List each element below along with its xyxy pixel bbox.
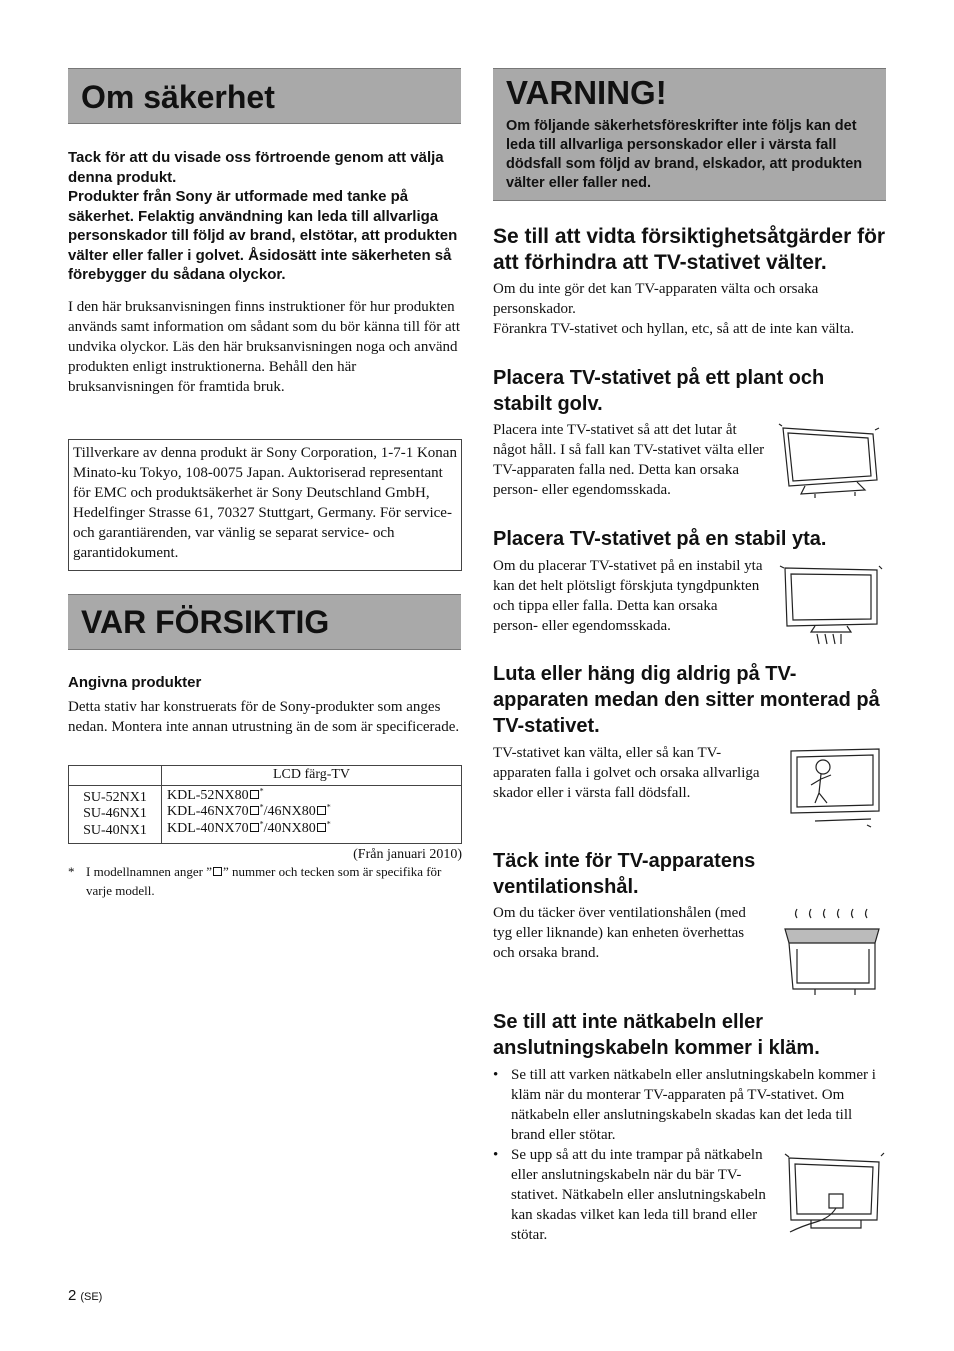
tv-model: KDL-40NX70 */40NX80 * [167, 818, 331, 836]
angivna-produkter-heading: Angivna produkter [68, 674, 202, 691]
pinched-cable-tv-icon [781, 1150, 886, 1235]
section-heading: Se till att inte nätkabeln eller anslutningskabeln kommer i kläm. [493, 1011, 820, 1059]
varning-box [493, 68, 886, 201]
tv-models-cell [162, 785, 462, 844]
varning-text: Om följande säkerhetsföreskrifter inte följs kan det leda till allvarliga personskador eller i värsta fall dödsfall som följd av brand, elskador, att produkten välter eller faller ned. [506, 118, 863, 191]
footnote [68, 862, 463, 900]
stand-model: SU-40NX1 [83, 822, 147, 838]
section-body: Om du placerar TV-stativet på en instabil yta kan det helt plötsligt förskjuta tyngdpunkten och tippa eller falla. Detta kan orsaka person- eller egendomsskada. [493, 558, 763, 634]
section-heading: Placera TV-stativet på ett plant och stabilt golv. [493, 367, 825, 415]
list-item: • Se till att varken nätkabeln eller anslutningskabeln kommer i kläm när du monterar TV-apparaten på TV-stativet. Om nätkabeln eller anslutningskabeln skadas kan det leda till brand eller stötar. [493, 1067, 876, 1143]
product-table-row [69, 785, 462, 844]
footnote-text: I modellnamnen anger ” ” nummer och tecken som är specifika för varje modell. [86, 864, 442, 898]
var-forsiktig-body: Detta stativ har konstruerats för de Sony-produkter som anges nedan. Montera inte annan utrustning än de som är specificerade. [68, 699, 460, 735]
section-heading: Täck inte för TV-apparatens ventilationshål. [493, 850, 756, 898]
product-table-empty-cell [69, 766, 162, 786]
section-heading: Luta eller häng dig aldrig på TV-apparaten medan den sitter monterad på TV-stativet. [493, 663, 880, 737]
manufacturer-text: Tillverkare av denna produkt är Sony Corporation, 1-7-1 Konan Minato-ku Tokyo, 108-0075 Japan. Auktoriserad representant för EMC och produktsäkerhet är Sony Deutschland GmbH, Hedelfinger Strasse 61, 70327 Stuttgart, Germany. För service- och garantiärenden, var vänlig se separat service- och garantidokument. [73, 445, 457, 561]
unstable-surface-tv-icon [775, 562, 885, 647]
placeholder-square-icon [213, 867, 222, 876]
placeholder-square-icon [250, 806, 259, 815]
section-body: Placera inte TV-stativet så att det lutar åt något håll. I så fall kan TV-stativet välta eller TV-apparaten falla ned. Detta kan orsaka person- eller egendomsskada. [493, 422, 765, 498]
placeholder-square-icon [250, 823, 259, 832]
varning-title: VARNING! [506, 74, 667, 111]
stand-models-cell [69, 785, 162, 844]
section-body: TV-stativet kan välta, eller så kan TV-apparaten falla i golvet och orsaka allvarliga skador eller i värsta fall dödsfall. [493, 745, 760, 801]
person-hanging-on-tv-icon [785, 745, 885, 835]
om-sakerhet-title: Om säkerhet [81, 79, 275, 115]
om-sakerhet-title-bar [68, 68, 461, 124]
tv-model: KDL-46NX70 */46NX80 * [167, 802, 331, 819]
placeholder-square-icon [317, 823, 326, 832]
section-heading: Se till att vidta försiktighetsåtgärder för att förhindra att TV-stativet välter. [493, 225, 886, 274]
product-table-header-row [69, 766, 462, 786]
covered-ventilation-tv-icon [775, 905, 885, 1000]
product-table-header: LCD färg-TV [162, 766, 462, 786]
om-sakerhet-body: I den här bruksanvisningen finns instruktioner för hur produkten används samt information om sådant som du bör känna till för att undvika olyckor. Läs den här bruksanvisningen noga och använd produkten enligt instruktionerna. Behåll den här bruksanvisningen för framtida bruk. [68, 299, 461, 395]
manufacturer-box [68, 439, 462, 571]
tv-model: KDL-52NX80 * [167, 785, 264, 803]
var-forsiktig-title: VAR FÖRSIKTIG [81, 604, 330, 640]
var-forsiktig-title-bar [68, 594, 461, 650]
tilted-tv-icon [775, 420, 885, 500]
section-heading: Placera TV-stativet på en stabil yta. [493, 528, 827, 550]
section-body: Om du inte gör det kan TV-apparaten välta och orsaka personskador. Förankra TV-stativet och hyllan, etc, så att de inte kan välta. [493, 281, 855, 337]
date-note: (Från januari 2010) [353, 847, 462, 862]
placeholder-square-icon [317, 806, 326, 815]
page-number: 2 (SE) [68, 1287, 103, 1304]
product-table [68, 765, 462, 844]
list-item: • Se upp så att du inte trampar på nätkabeln eller anslutningskabeln när du bär TV-stativet. Nätkabeln eller anslutningskabeln kan skadas vilket kan leda till brand eller stötar. [493, 1147, 766, 1243]
section-body: Om du täcker över ventilationshålen (med tyg eller liknande) kan enheten överhettas och orsaka brand. [493, 905, 746, 961]
placeholder-square-icon [250, 790, 259, 799]
stand-model: SU-46NX1 [83, 806, 147, 821]
lead-thanks: Tack för att du visade oss förtroende genom att välja denna produkt. [68, 149, 444, 186]
lead-sony-safety: Produkter från Sony är utformade med tanke på säkerhet. Felaktig användning kan leda till allvarliga personskador till följd av brand, elstötar, att produkten välter eller faller i golvet. Åsidosätt inte säkerheten så förebygger du sådana olyckor. [68, 188, 458, 283]
footnote-mark: * [68, 864, 75, 879]
om-sakerhet-lead [68, 148, 463, 285]
stand-model: SU-52NX1 [83, 789, 147, 805]
